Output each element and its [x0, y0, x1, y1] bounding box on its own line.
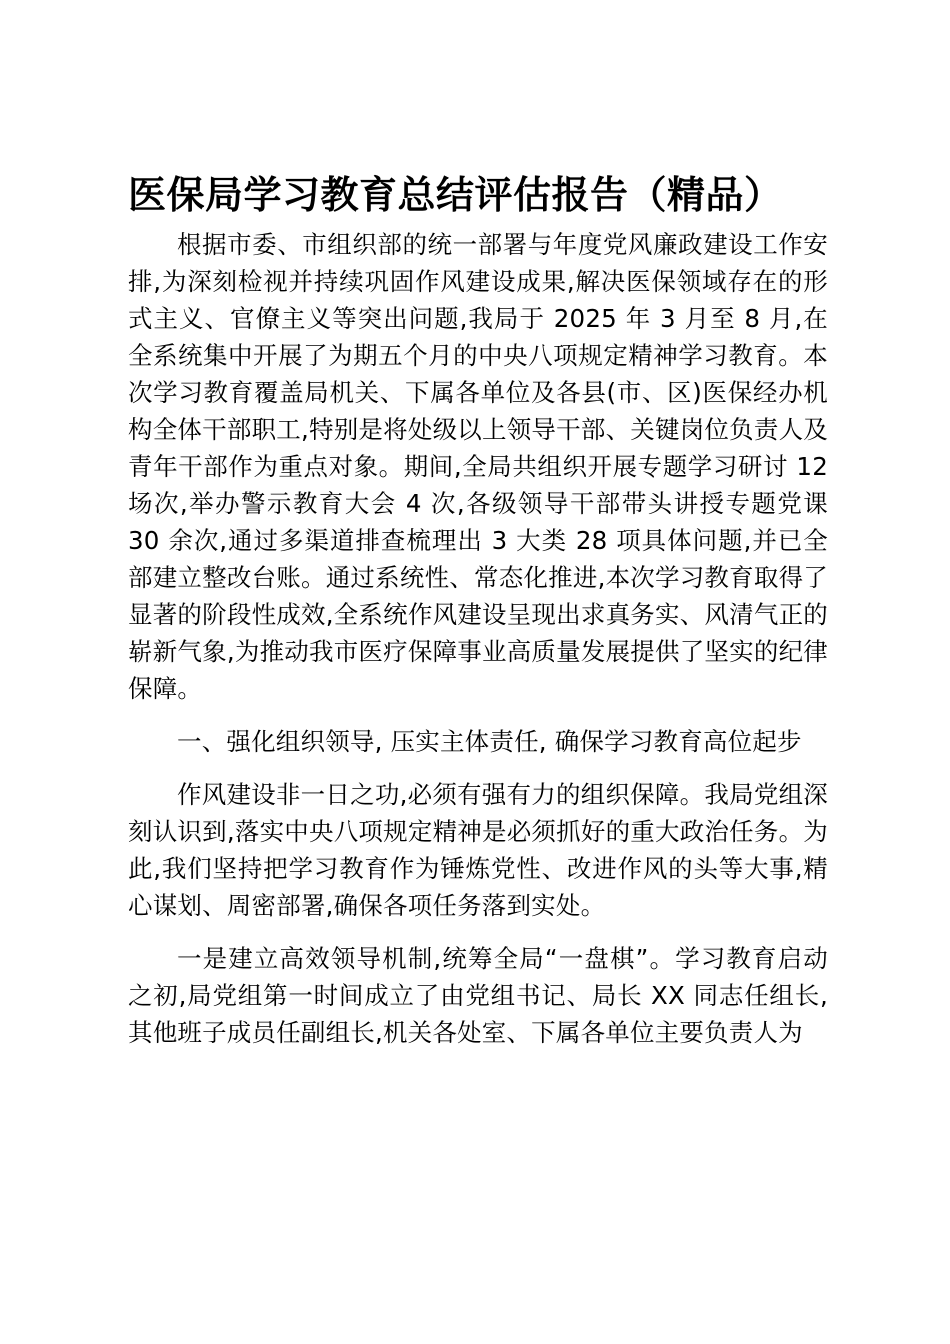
paragraph-point-1: 一是建立高效领导机制,统筹全局“一盘棋”。学习教育启动之初,局党组第一时间成立了由党组书记、局长 XX 同志任组长,其他班子成员任副组长,机关各处室、下属各单位主要负责人为 [128, 944, 828, 1047]
paragraph-section-1: 作风建设非一日之功,必须有强有力的组织保障。我局党组深刻认识到,落实中央八项规定精神是必须抓好的重大政治任务。为此,我们坚持把学习教育作为锤炼党性、改进作风的头等大事,精心谋划、周密部署,确保各项任务落到实处。 [128, 780, 828, 920]
document-body [128, 226, 828, 1051]
document-title: 医保局学习教育总结评估报告（精品） [128, 173, 783, 217]
section-heading-1: 一、强化组织领导, 压实主体责任, 确保学习教育高位起步 [177, 727, 802, 756]
paragraph-intro: 根据市委、市组织部的统一部署与年度党风廉政建设工作安排,为深刻检视并持续巩固作风建设成果,解决医保领域存在的形式主义、官僚主义等突出问题,我局于 2025 年 3 月至 8 月,在全系统集中开展了为期五个月的中央八项规定精神学习教育。本次学习教育覆盖局机关、下属各单位及各县(市、区)医保经办机构全体干部职工,特别是将处级以上领导干部、关键岗位负责人及青年干部作为重点对象。期间,全局共组织开展专题学习研讨 12 场次,举办警示教育大会 4 次,各级领导干部带头讲授专题党课 30 余次,通过多渠道排查梳理出 3 大类 28 项具体问题,并已全部建立整改台账。通过系统性、常态化推进,本次学习教育取得了显著的阶段性成效,全系统作风建设呈现出求真务实、风清气正的崭新气象,为推动我市医疗保障事业高质量发展提供了坚实的纪律保障。 [128, 230, 828, 703]
